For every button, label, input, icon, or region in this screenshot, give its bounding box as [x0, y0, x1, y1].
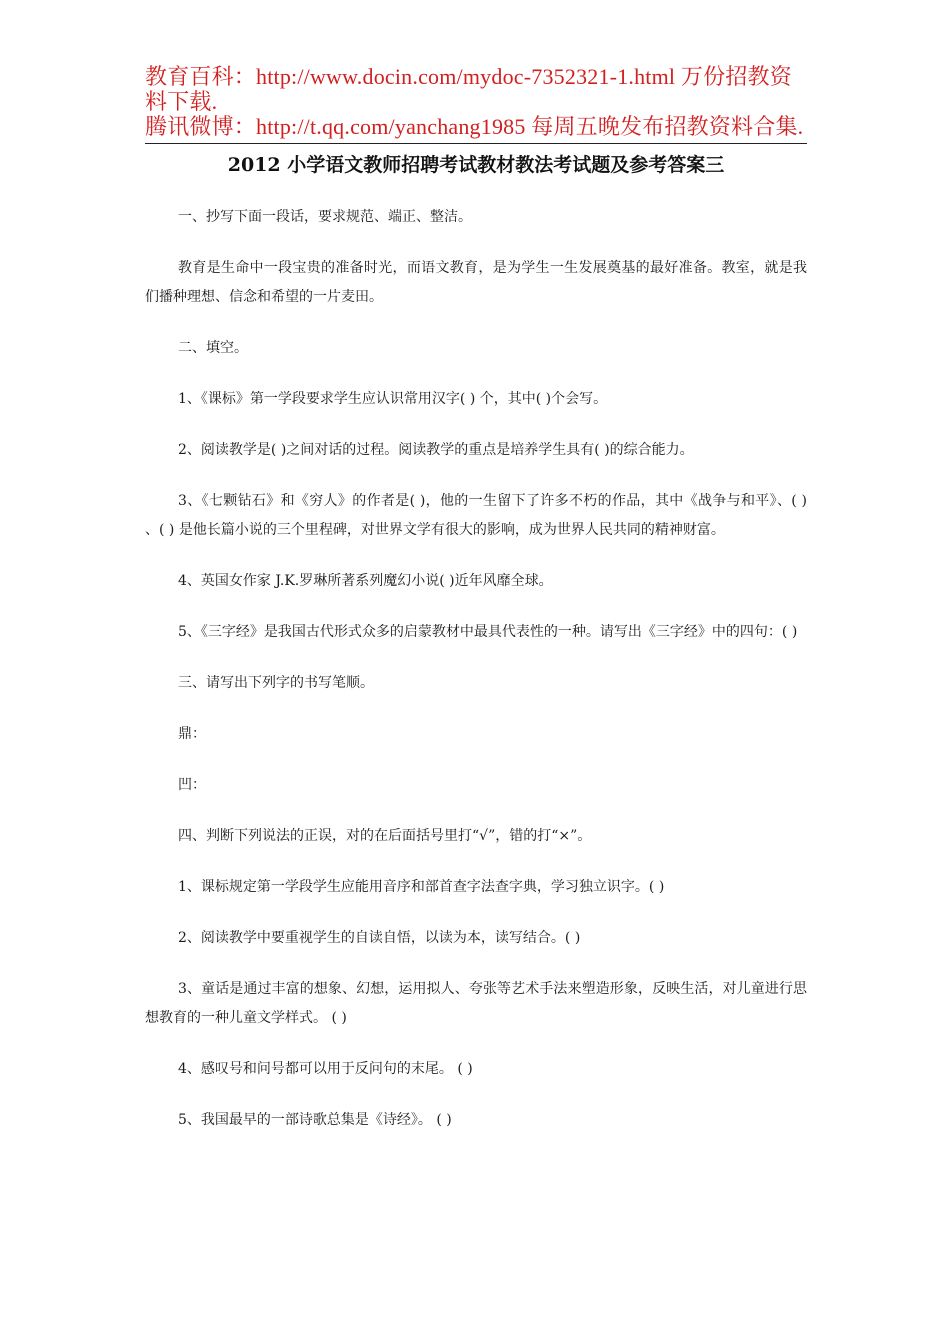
section-1-heading: 一、抄写下面一段话，要求规范、端正、整洁。	[178, 209, 472, 225]
judge-question-2: 2、阅读教学中要重视学生的自读自悟，以读为本，读写结合。( )	[178, 930, 581, 946]
copy-passage: 教育是生命中一段宝贵的准备时光，而语文教育，是为学生一生发展奠基的最好准备。教室，就是我们播种理想、信念和希望的一片麦田。	[145, 260, 807, 305]
header-divider	[145, 143, 807, 144]
stroke-order-ao: 凹：	[178, 777, 206, 793]
fill-question-5: 5、《三字经》是我国古代形式众多的启蒙教材中最具代表性的一种。请写出《三字经》中的四句：( )	[178, 624, 798, 640]
judge-question-4: 4、感叹号和问号都可以用于反问句的末尾。 ( )	[178, 1061, 473, 1077]
header-docin-link[interactable]: 教育百科：http://www.docin.com/mydoc-7352321-1.html 万份招教资料下载.	[145, 64, 792, 114]
stroke-order-ding: 鼎：	[178, 726, 206, 742]
header-weibo-link[interactable]: 腾讯微博：http://t.qq.com/yanchang1985 每周五晚发布招教资料合集.	[145, 114, 804, 139]
document-page	[145, 64, 807, 1157]
judge-question-3: 3、童话是通过丰富的想象、幻想，运用拟人、夸张等艺术手法来塑造形象，反映生活，对儿童进行思想教育的一种儿童文学样式。 ( )	[145, 981, 807, 1026]
judge-question-1: 1、课标规定第一学段学生应能用音序和部首查字法查字典，学习独立识字。( )	[178, 879, 665, 895]
section-4-heading: 四、判断下列说法的正误，对的在后面括号里打“√”，错的打“×”。	[178, 828, 592, 844]
fill-question-4: 4、英国女作家 J.K.罗琳所著系列魔幻小说( )近年风靡全球。	[178, 573, 553, 589]
section-2-heading: 二、填空。	[178, 340, 248, 356]
fill-question-2: 2、阅读教学是( )之间对话的过程。阅读教学的重点是培养学生具有( )的综合能力。	[178, 442, 694, 458]
fill-question-1: 1、《课标》第一学段要求学生应认识常用汉字( ) 个，其中( )个会写。	[178, 391, 608, 407]
judge-question-5: 5、我国最早的一部诗歌总集是《诗经》。 ( )	[178, 1112, 452, 1128]
section-3-heading: 三、请写出下列字的书写笔顺。	[178, 675, 374, 691]
document-body	[145, 203, 807, 1135]
fill-question-3: 3、《七颗钻石》和《穷人》的作者是( )，他的一生留下了许多不朽的作品，其中《战争与和平》、( ) 、( ) 是他长篇小说的三个里程碑，对世界文学有很大的影响，成为世界人民共同的精神财富。	[145, 493, 807, 538]
document-title: 2012 小学语文教师招聘考试教材教法考试题及参考答案三	[227, 154, 725, 176]
